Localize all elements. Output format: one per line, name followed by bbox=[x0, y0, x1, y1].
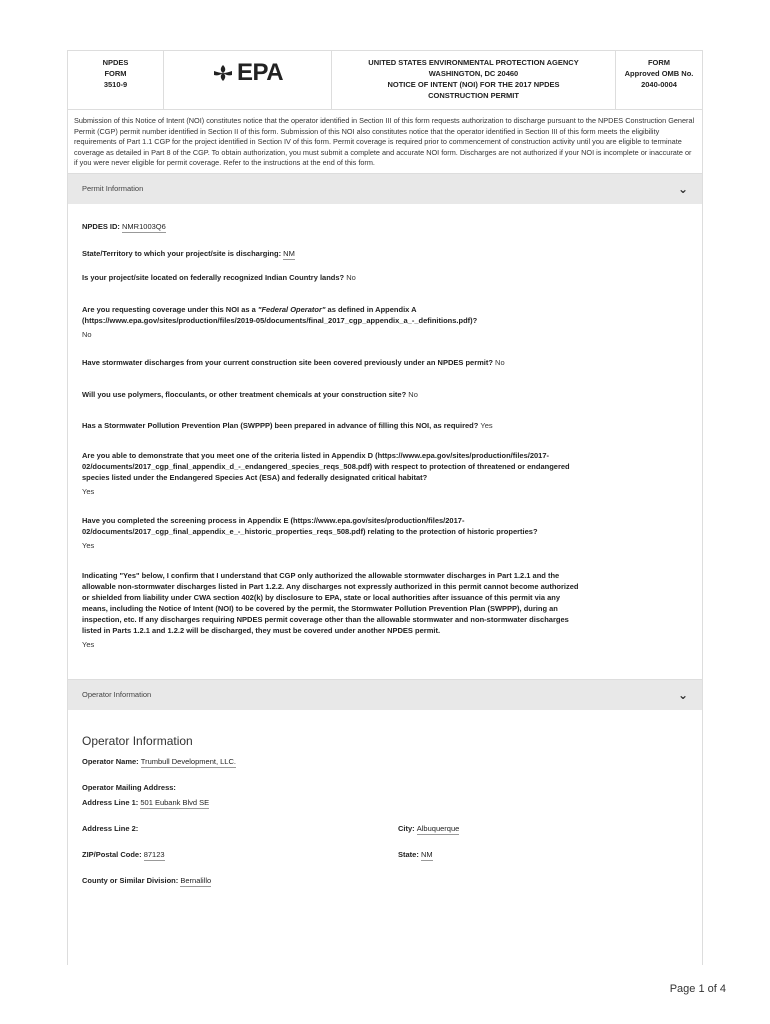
operator-section-title: Operator Information bbox=[82, 690, 152, 699]
federal-operator-value: No bbox=[82, 329, 92, 339]
certification-line: or shielded from liability under CWA section 402(k) by disclosure to EPA, state or local authorities after issuance of this permit via any bbox=[82, 592, 561, 602]
address-line1-label: Address Line 1: bbox=[82, 797, 139, 807]
operator-panel bbox=[68, 710, 702, 950]
operator-name-label: Operator Name: bbox=[82, 756, 139, 766]
swppp-label: Has a Stormwater Pollution Prevention Plan (SWPPP) been prepared in advance of filling this NOI, as required? bbox=[82, 420, 479, 430]
certification-line: allowable non-stormwater discharges listed in Part 1.2.2. Any discharges not expressly authorized in this permit cannot become authorized bbox=[82, 581, 579, 591]
federal-operator-term: "Federal Operator" bbox=[257, 304, 326, 314]
form-number-line: 3510-9 bbox=[103, 80, 128, 89]
operator-heading: Operator Information bbox=[82, 733, 193, 748]
swppp-row bbox=[82, 420, 688, 431]
epa-flower-icon bbox=[212, 63, 234, 83]
permit-section-title: Permit Information bbox=[82, 184, 144, 193]
previous-coverage-label: Have stormwater discharges from your current construction site been covered previously under an NPDES permit? bbox=[82, 357, 493, 367]
page-number: Page 1 of 4 bbox=[669, 983, 726, 995]
form-number-line: FORM bbox=[104, 69, 127, 78]
form-number-cell bbox=[68, 51, 164, 109]
mailing-address-heading: Operator Mailing Address: bbox=[82, 782, 176, 792]
operator-name-value: Trumbull Development, LLC. bbox=[140, 756, 236, 766]
state-label: State/Territory to which your project/site is discharging: bbox=[82, 248, 282, 258]
omb-line: Approved OMB No. bbox=[624, 69, 694, 78]
npdes-id-label: NPDES ID: bbox=[82, 221, 120, 231]
appendix-e-value: Yes bbox=[82, 540, 95, 550]
npdes-id-value: NMR1003Q6 bbox=[122, 221, 166, 231]
appendix-e-line: 02/documents/2017_cgp_final_appendix_e_-_historic_properties_reqs_508.pdf) relating to the protection of historic properties? bbox=[82, 526, 538, 536]
polymers-row bbox=[82, 389, 688, 400]
polymers-label: Will you use polymers, flocculants, or other treatment chemicals at your construction site? bbox=[82, 389, 407, 399]
zip-value: 87123 bbox=[143, 849, 165, 859]
mailing-address-label bbox=[82, 782, 688, 793]
previous-coverage-value: No bbox=[495, 357, 505, 367]
omb-line: 2040-0004 bbox=[641, 80, 677, 89]
form-header bbox=[68, 50, 702, 110]
city-label: City: bbox=[398, 823, 415, 833]
operator-state-label: State: bbox=[398, 849, 419, 859]
chevron-down-icon[interactable]: ⌄ bbox=[677, 181, 688, 196]
address-line1-value: 501 Eubank Blvd SE bbox=[140, 797, 210, 807]
epa-logo bbox=[212, 59, 283, 87]
federal-operator-label-end: as defined in Appendix A bbox=[325, 304, 417, 314]
intro-paragraph: Submission of this Notice of Intent (NOI) constitutes notice that the operator identified in Section III of this form requests authorization to discharge pursuant to the NPDES Construction General Permit (CGP) permit number identified in Section II of this form. Submission of this NOI also constitutes notice that the operator identified in Section III of this form meets the eligibility requirements of Part 1.1 CGP for the project identified in Section IV of this form. Permit coverage is required prior to commencement of construction activity until you are eligible to terminate coverage as detailed in Part 8 of the CGP. To obtain authorization, you must submit a complete and accurate NOI form. Discharges are not authorized if your NOI is incomplete or inaccurate or if you were never eligible for permit coverage. Refer to the instructions at the end of this form. bbox=[74, 116, 695, 167]
certification-row bbox=[82, 570, 688, 650]
agency-line: WASHINGTON, DC 20460 bbox=[428, 69, 519, 78]
operator-state-value: NM bbox=[420, 849, 433, 859]
npdes-id-row bbox=[82, 221, 688, 232]
city-value: Albuquerque bbox=[416, 823, 460, 833]
certification-line: listed in Parts 1.2.1 and 1.2.2 will be discharged, they must be covered under another NPDES permit. bbox=[82, 625, 441, 635]
address-line1-row bbox=[82, 797, 688, 808]
state-value: NM bbox=[283, 248, 295, 258]
permit-panel bbox=[68, 204, 702, 679]
federal-operator-label: Are you requesting coverage under this NOI as a bbox=[82, 304, 258, 314]
operator-name-row bbox=[82, 756, 688, 767]
certification-value: Yes bbox=[82, 639, 95, 649]
county-row bbox=[82, 875, 688, 886]
form-page bbox=[67, 50, 703, 965]
epa-logo-text: EPA bbox=[236, 59, 284, 86]
appendix-e-row bbox=[82, 515, 688, 551]
federal-operator-link: (https://www.epa.gov/sites/production/files/2019-05/documents/final_2017_cgp_appendix_a_-_definitions.pdf)? bbox=[82, 315, 478, 325]
swppp-value: Yes bbox=[480, 420, 493, 430]
appendix-d-line: Are you able to demonstrate that you meet one of the criteria listed in Appendix D (https://www.epa.gov/sites/production/files/2017- bbox=[82, 450, 550, 460]
agency-line: CONSTRUCTION PERMIT bbox=[428, 91, 519, 100]
agency-cell bbox=[332, 51, 616, 109]
county-value: Bernalillo bbox=[180, 875, 212, 885]
operator-section-header[interactable] bbox=[68, 679, 702, 710]
polymers-value: No bbox=[408, 389, 418, 399]
state-row bbox=[82, 248, 688, 259]
indian-country-label: Is your project/site located on federally recognized Indian Country lands? bbox=[82, 272, 345, 282]
certification-line: inspection, etc. If any discharges requiring NPDES permit coverage other than the allowable stormwater and non-stormwater discharges bbox=[82, 614, 569, 624]
appendix-e-line: Have you completed the screening process in Appendix E (https://www.epa.gov/sites/production/files/2017- bbox=[82, 515, 465, 525]
address-line2-label: Address Line 2: bbox=[82, 823, 139, 833]
epa-logo-cell bbox=[164, 51, 332, 109]
omb-line: FORM bbox=[647, 58, 671, 67]
federal-operator-row bbox=[82, 304, 688, 340]
permit-section-header[interactable] bbox=[68, 173, 702, 204]
agency-line: NOTICE OF INTENT (NOI) FOR THE 2017 NPDES bbox=[387, 80, 560, 89]
appendix-d-line: species listed under the Endangered Species Act (ESA) and federally designated critical habitat? bbox=[82, 472, 428, 482]
appendix-d-value: Yes bbox=[82, 486, 95, 496]
previous-coverage-row bbox=[82, 357, 688, 368]
county-label: County or Similar Division: bbox=[82, 875, 179, 885]
omb-cell bbox=[616, 51, 702, 109]
certification-line: means, including the Notice of Intent (NOI) to be covered by the permit, the Stormwater Pollution Prevention Plan (SWPPP), during an bbox=[82, 603, 558, 613]
indian-country-row bbox=[82, 272, 688, 283]
indian-country-value: No bbox=[346, 272, 356, 282]
certification-line: Indicating "Yes" below, I confirm that I understand that CGP only authorized the allowable stormwater discharges in Part 1.2.1 and the bbox=[82, 570, 560, 580]
form-number-line: NPDES bbox=[102, 58, 129, 67]
chevron-down-icon[interactable]: ⌄ bbox=[677, 687, 688, 702]
zip-label: ZIP/Postal Code: bbox=[82, 849, 142, 859]
appendix-d-row bbox=[82, 450, 688, 497]
appendix-d-line: 02/documents/2017_cgp_final_appendix_d_-_endangered_species_reqs_508.pdf) with respect to protection of threatened or endangered bbox=[82, 461, 570, 471]
agency-line: UNITED STATES ENVIRONMENTAL PROTECTION AGENCY bbox=[368, 58, 579, 67]
